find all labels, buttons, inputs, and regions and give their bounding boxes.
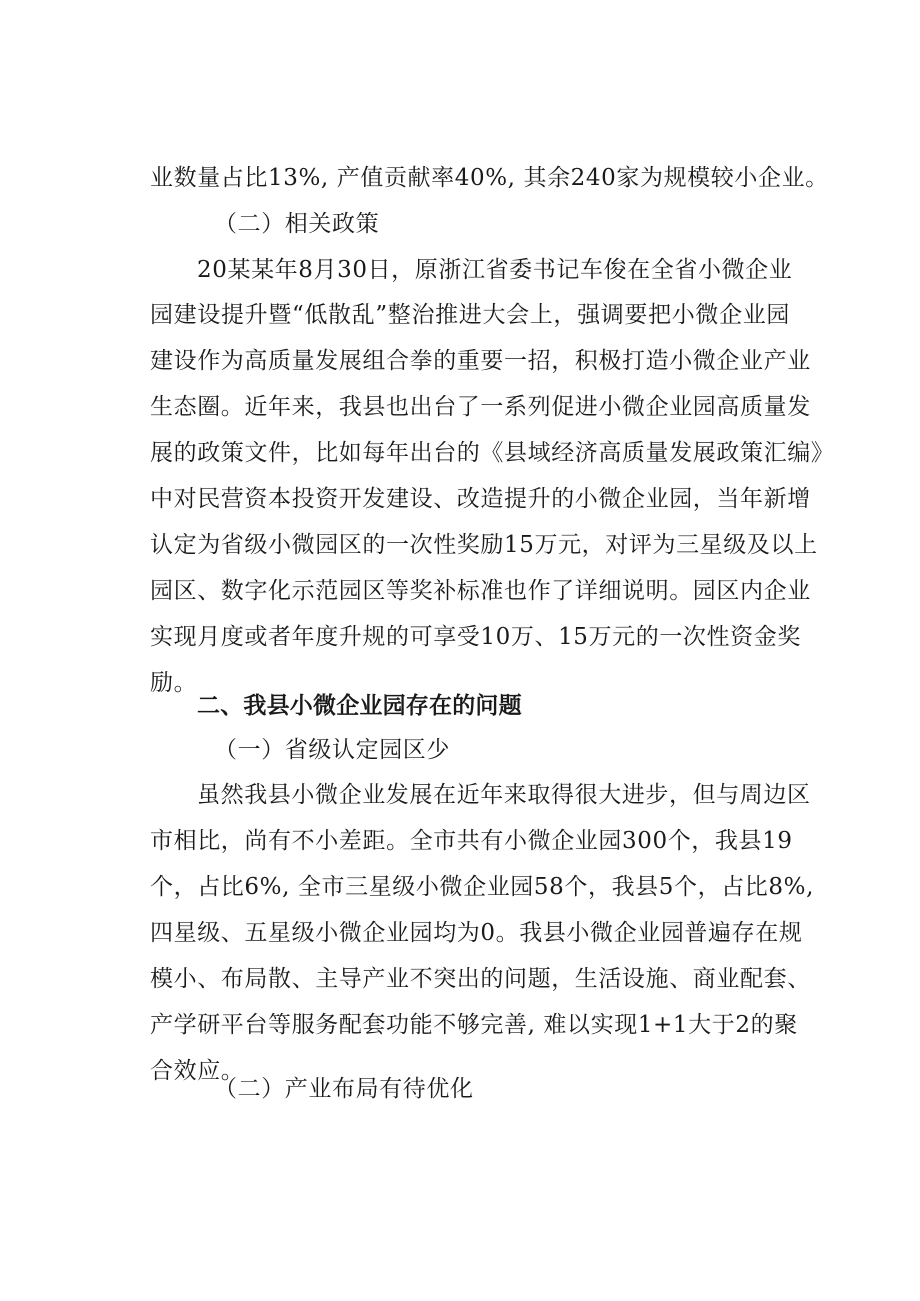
paragraph-line: 虽然我县小微企业发展在近年来取得很大进步，但与周边区 <box>197 782 811 808</box>
paragraph-line: 个，占比6%, 全市三星级小微企业园58个，我县5个，占比8%, <box>150 874 815 900</box>
paragraph-line: 建设作为高质量发展组合拳的重要一招，积极打造小微企业产业 <box>150 348 811 374</box>
paragraph-line: 合效应。 <box>150 1058 245 1084</box>
paragraph-line: 励。 <box>150 670 198 696</box>
paragraph-line: 实现月度或者年度升规的可享受10万、15万元的一次性资金奖 <box>150 624 801 650</box>
paragraph-line: 认定为省级小微园区的一次性奖励15万元，对评为三星级及以上 <box>150 532 818 558</box>
section-heading: 二、我县小微企业园存在的问题 <box>197 693 522 719</box>
paragraph-line: 四星级、五星级小微企业园均为0。我县小微企业园普遍存在规 <box>150 920 803 946</box>
subsection-title-few-parks: （一）省级认定园区少 <box>214 737 450 763</box>
subsection-title-related-policy: （二）相关政策 <box>214 211 380 237</box>
paragraph-line: 展的政策文件，比如每年出台的《县域经济高质量发展政策汇编》 <box>150 440 835 466</box>
paragraph-line: 市相比，尚有不小差距。全市共有小微企业园300个，我县19 <box>150 828 793 854</box>
paragraph-line: 中对民营资本投资开发建设、改造提升的小微企业园，当年新增 <box>150 486 811 512</box>
paragraph-line: 模小、布局散、主导产业不突出的问题，生活设施、商业配套、 <box>150 966 811 992</box>
paragraph-line: 产学研平台等服务配套功能不够完善, 难以实现1+1大于2的聚 <box>150 1012 798 1038</box>
paragraph-line: 20某某年8月30日，原浙江省委书记车俊在全省小微企业 <box>197 257 793 283</box>
subsection-title-industrial-layout: （二）产业布局有待优化 <box>214 1076 474 1102</box>
paragraph-line: 园区、数字化示范园区等奖补标准也作了详细说明。园区内企业 <box>150 578 811 604</box>
paragraph-continuation: 业数量占比13%, 产值贡献率40%, 其余240家为规模较小企业。 <box>150 165 829 191</box>
paragraph-line: 生态圈。近年来，我县也出台了一系列促进小微企业园高质量发 <box>150 394 811 420</box>
paragraph-line: 园建设提升暨“低散乱”整治推进大会上，强调要把小微企业园 <box>150 302 790 328</box>
